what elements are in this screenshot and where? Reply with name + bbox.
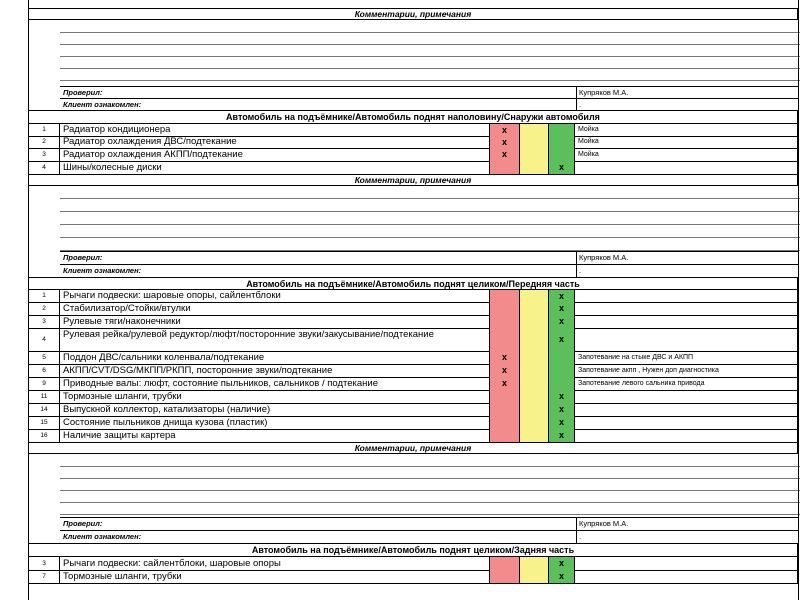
comment-line: [60, 514, 800, 515]
item-note: [576, 416, 798, 429]
item-name: Рычаги подвески: шаровые опоры, сайлентблоки: [59, 290, 489, 302]
right-border: [798, 277, 799, 442]
item-number: 6: [28, 364, 59, 377]
signature-line: [60, 530, 798, 531]
status-red-cell[interactable]: [489, 403, 519, 416]
comment-line: [60, 466, 800, 467]
status-red-cell[interactable]: [489, 416, 519, 429]
status-red-mark[interactable]: x: [489, 124, 519, 136]
status-red-mark[interactable]: x: [489, 377, 519, 390]
status-green-mark[interactable]: x: [548, 390, 575, 403]
status-yellow-cell[interactable]: [519, 124, 548, 136]
item-name: Тормозные шланги, трубки: [59, 570, 489, 583]
comment-line: [60, 198, 800, 199]
left-border: [28, 543, 29, 600]
item-note: Запотевание акпп , Нужен доп диагностика: [576, 364, 798, 377]
status-yellow-cell[interactable]: [519, 328, 548, 351]
item-note: Мойка: [576, 148, 798, 161]
status-green-cell[interactable]: [548, 136, 575, 148]
signature-line: [60, 517, 798, 518]
status-yellow-cell[interactable]: [519, 377, 548, 390]
item-note: [576, 403, 798, 416]
item-note: [576, 429, 798, 442]
status-green-cell[interactable]: [548, 124, 575, 136]
left-border: [28, 442, 29, 543]
status-yellow-cell[interactable]: [519, 364, 548, 377]
comment-line: [60, 490, 800, 491]
client-label: Клиент ознакомлен:: [63, 100, 142, 109]
item-number: 3: [28, 557, 59, 570]
signature-line: [60, 264, 798, 265]
checked-by-value: Купряков М.А.: [579, 519, 629, 528]
client-value: .: [579, 266, 582, 275]
item-number: 1: [28, 124, 59, 136]
left-border: [28, 277, 29, 442]
status-green-mark[interactable]: x: [548, 290, 575, 302]
item-name: Радиатор охлаждения ДВС/подтекание: [59, 136, 489, 148]
status-green-cell[interactable]: [548, 351, 575, 364]
left-border: [28, 174, 29, 277]
comment-line: [60, 68, 800, 69]
row-border: [28, 583, 798, 584]
right-border: [798, 174, 799, 277]
item-name: Радиатор охлаждения АКПП/подтекание: [59, 148, 489, 161]
section-title: Автомобиль на подъёмнике/Автомобиль поднят целиком/Передняя часть: [28, 277, 798, 290]
status-red-cell[interactable]: [489, 315, 519, 328]
signature-line: [60, 86, 798, 87]
checked-by-label: Проверил:: [63, 88, 103, 97]
comment-line: [60, 237, 800, 238]
checked-by-label: Проверил:: [63, 519, 103, 528]
item-number: 11: [28, 390, 59, 403]
status-green-cell[interactable]: [548, 377, 575, 390]
item-note: Запотевание на стыке ДВС и АКПП: [576, 351, 798, 364]
item-number: 4: [28, 161, 59, 174]
section-title: Автомобиль на подъёмнике/Автомобиль поднят целиком/Задняя часть: [28, 543, 798, 557]
item-number: 2: [28, 302, 59, 315]
comments-header: Комментарии, примечания: [28, 8, 798, 20]
status-red-mark[interactable]: x: [489, 148, 519, 161]
status-red-cell[interactable]: [489, 302, 519, 315]
item-number: 14: [28, 403, 59, 416]
status-yellow-cell[interactable]: [519, 557, 548, 570]
status-green-mark[interactable]: x: [548, 403, 575, 416]
item-name: Рулевая рейка/рулевой редуктор/люфт/посторонние звуки/закусывание/подтекание: [59, 328, 489, 351]
client-label: Клиент ознакомлен:: [63, 532, 142, 541]
item-name: Рычаги подвески: сайлентблоки, шаровые опоры: [59, 557, 489, 570]
item-number: 16: [28, 429, 59, 442]
status-yellow-cell[interactable]: [519, 161, 548, 174]
item-number: 2: [28, 136, 59, 148]
signature-line: [60, 251, 798, 252]
comment-line: [60, 224, 800, 225]
status-yellow-cell[interactable]: [519, 148, 548, 161]
status-green-mark[interactable]: x: [548, 302, 575, 315]
item-number: 3: [28, 148, 59, 161]
status-yellow-cell[interactable]: [519, 416, 548, 429]
status-green-mark[interactable]: x: [548, 429, 575, 442]
comment-line: [60, 80, 800, 81]
comment-line: [60, 478, 800, 479]
comment-line: [60, 211, 800, 212]
item-note: [576, 302, 798, 315]
client-label: Клиент ознакомлен:: [63, 266, 142, 275]
item-number: 9: [28, 377, 59, 390]
item-note: [576, 315, 798, 328]
status-red-mark[interactable]: x: [489, 351, 519, 364]
checked-by-value: Купряков М.А.: [579, 253, 629, 262]
item-name: Стабилизатор/Стойки/втулки: [59, 302, 489, 315]
status-red-cell[interactable]: [489, 328, 519, 351]
left-border: [28, 0, 29, 110]
item-note: [576, 161, 798, 174]
comments-header: Комментарии, примечания: [28, 442, 798, 454]
item-note: [576, 557, 798, 570]
item-note: Запотевание левого сальника привода: [576, 377, 798, 390]
status-red-cell[interactable]: [489, 290, 519, 302]
left-border: [28, 110, 29, 174]
item-note: [576, 570, 798, 583]
item-note: [576, 390, 798, 403]
status-yellow-cell[interactable]: [519, 302, 548, 315]
status-yellow-cell[interactable]: [519, 390, 548, 403]
status-yellow-cell[interactable]: [519, 351, 548, 364]
status-green-mark[interactable]: x: [548, 328, 575, 351]
status-red-mark[interactable]: x: [489, 364, 519, 377]
comment-line: [60, 56, 800, 57]
right-border: [798, 110, 799, 174]
item-name: Выпускной коллектор, катализаторы (наличие): [59, 403, 489, 416]
status-green-mark[interactable]: x: [548, 570, 575, 583]
status-green-mark[interactable]: x: [548, 315, 575, 328]
item-note: [576, 328, 798, 351]
item-name: Наличие защиты картера: [59, 429, 489, 442]
item-number: 3: [28, 315, 59, 328]
item-number: 7: [28, 570, 59, 583]
status-green-cell[interactable]: [548, 148, 575, 161]
status-green-cell[interactable]: [548, 364, 575, 377]
status-red-mark[interactable]: x: [489, 136, 519, 148]
comments-header: Комментарии, примечания: [28, 174, 798, 186]
item-note: [576, 290, 798, 302]
item-number: 4: [28, 328, 59, 351]
item-note: Мойка: [576, 136, 798, 148]
comment-line: [60, 502, 800, 503]
checked-by-value: Купряков М.А.: [579, 88, 629, 97]
right-border: [798, 0, 799, 110]
item-name: Приводные валы: люфт, состояние пыльников, сальников / подтекание: [59, 377, 489, 390]
status-yellow-cell[interactable]: [519, 315, 548, 328]
item-name: Тормозные шланги, трубки: [59, 390, 489, 403]
status-yellow-cell[interactable]: [519, 403, 548, 416]
status-red-cell[interactable]: [489, 390, 519, 403]
right-border: [798, 543, 799, 600]
right-border: [798, 442, 799, 543]
status-red-cell[interactable]: [489, 557, 519, 570]
status-red-cell[interactable]: [489, 429, 519, 442]
item-name: Состояние пыльников днища кузова (пластик): [59, 416, 489, 429]
item-name: Шины/колесные диски: [59, 161, 489, 174]
section-title: Автомобиль на подъёмнике/Автомобиль поднят наполовину/Снаружи автомобиля: [28, 110, 798, 124]
client-value: .: [579, 100, 582, 109]
status-yellow-cell[interactable]: [519, 570, 548, 583]
item-name: Радиатор кондиционера: [59, 124, 489, 136]
item-number: 15: [28, 416, 59, 429]
checked-by-label: Проверил:: [63, 253, 103, 262]
client-value: .: [579, 532, 582, 541]
item-note: Мойка: [576, 124, 798, 136]
comment-line: [60, 32, 800, 33]
item-name: Поддон ДВС/сальники коленвала/подтекание: [59, 351, 489, 364]
item-number: 5: [28, 351, 59, 364]
status-red-cell[interactable]: [489, 161, 519, 174]
status-yellow-cell[interactable]: [519, 429, 548, 442]
item-name: Рулевые тяги/наконечники: [59, 315, 489, 328]
item-number: 1: [28, 290, 59, 302]
status-yellow-cell[interactable]: [519, 290, 548, 302]
status-green-mark[interactable]: x: [548, 161, 575, 174]
status-red-cell[interactable]: [489, 570, 519, 583]
comment-line: [60, 44, 800, 45]
status-green-mark[interactable]: x: [548, 557, 575, 570]
item-name: АКПП/CVT/DSG/МКПП/РКПП, посторонние звуки/подтекание: [59, 364, 489, 377]
status-yellow-cell[interactable]: [519, 136, 548, 148]
signature-line: [60, 98, 798, 99]
status-green-mark[interactable]: x: [548, 416, 575, 429]
